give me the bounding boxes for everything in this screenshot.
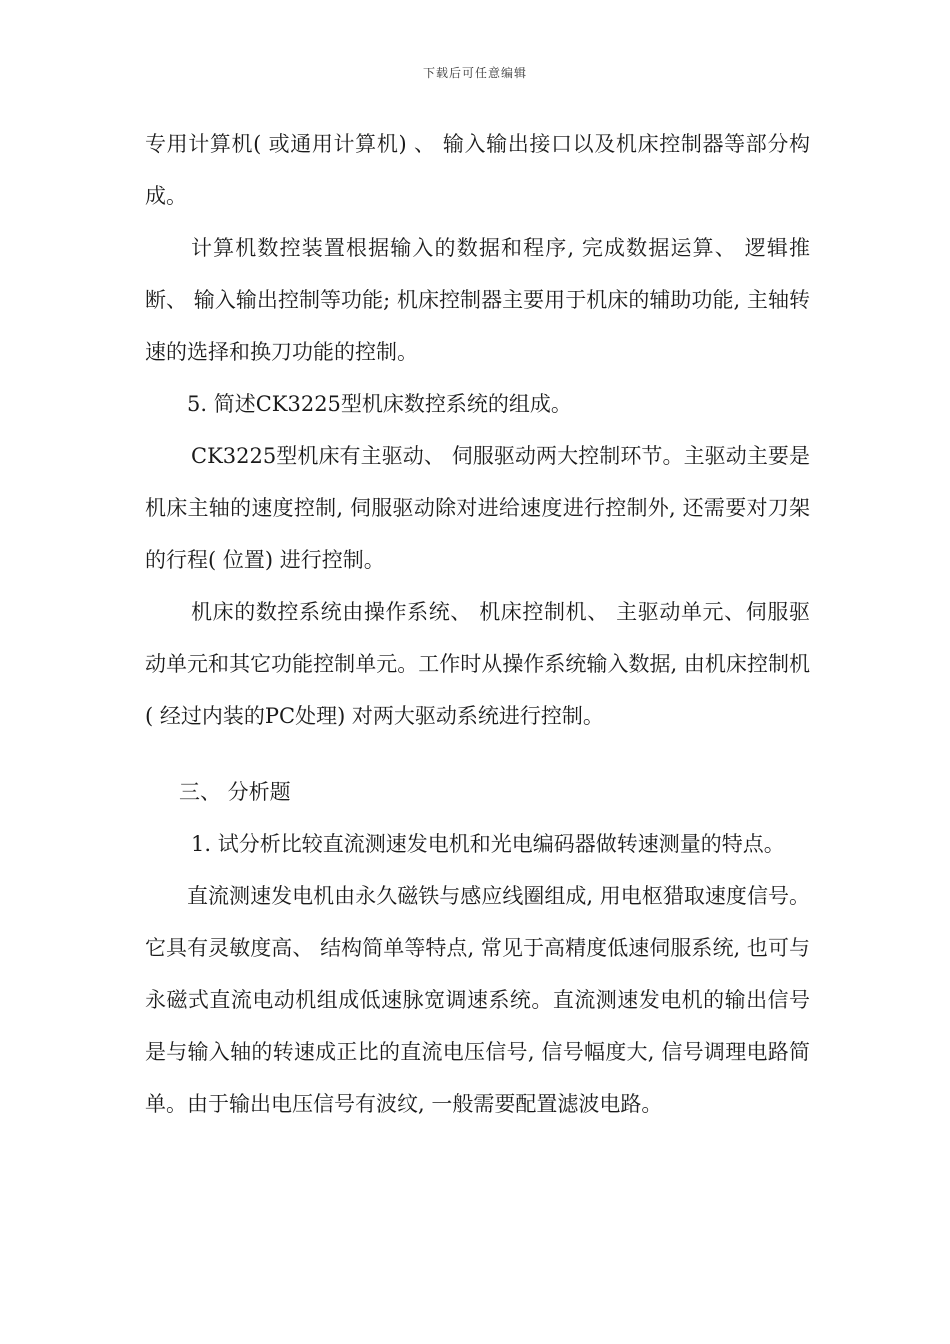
section-heading-analysis: 三、 分析题 bbox=[179, 780, 291, 804]
paragraph-cnc-device-function: 计算机数控装置根据输入的数据和程序, 完成数据运算、 逻辑推断、 输入输出控制等功能; 机床控制器主要用于机床的辅助功能, 主轴转速的选择和换刀功能的控制。 bbox=[145, 236, 810, 364]
paragraph-dc-tachogenerator: 直流测速发电机由永久磁铁与感应线圈组成, 用电枢猎取速度信号。它具有灵敏度高、 结构简单等特点, 常见于高精度低速伺服系统, 也可与永磁式直流电动机组成低速脉宽调速系统。直流测速发电机的输出信号是与输入轴的转速成正比的直流电压信号, 信号幅度大, 信号调理电路简单。由于输出电压信号有波纹, 一般需要配置滤波电路。 bbox=[145, 884, 810, 1116]
document-body bbox=[145, 118, 810, 1130]
paragraph-ck3225-system: 机床的数控系统由操作系统、 机床控制机、 主驱动单元、伺服驱动单元和其它功能控制单元。工作时从操作系统输入数据, 由机床控制机( 经过内装的PC处理) 对两大驱动系统进行控制。 bbox=[145, 600, 810, 728]
question-1: 1. 试分析比较直流测速发电机和光电编码器做转速测量的特点。 bbox=[191, 832, 785, 856]
question-5: 5. 简述CK3225型机床数控系统的组成。 bbox=[187, 392, 572, 416]
page-header: 下载后可任意编辑 bbox=[422, 66, 527, 80]
paragraph-ck3225-drives: CK3225型机床有主驱动、 伺服驱动两大控制环节。主驱动主要是机床主轴的速度控制, 伺服驱动除对进给速度进行控制外, 还需要对刀架的行程( 位置) 进行控制。 bbox=[145, 444, 810, 572]
paragraph-computer-components: 专用计算机( 或通用计算机) 、 输入输出接口以及机床控制器等部分构成。 bbox=[145, 132, 810, 208]
